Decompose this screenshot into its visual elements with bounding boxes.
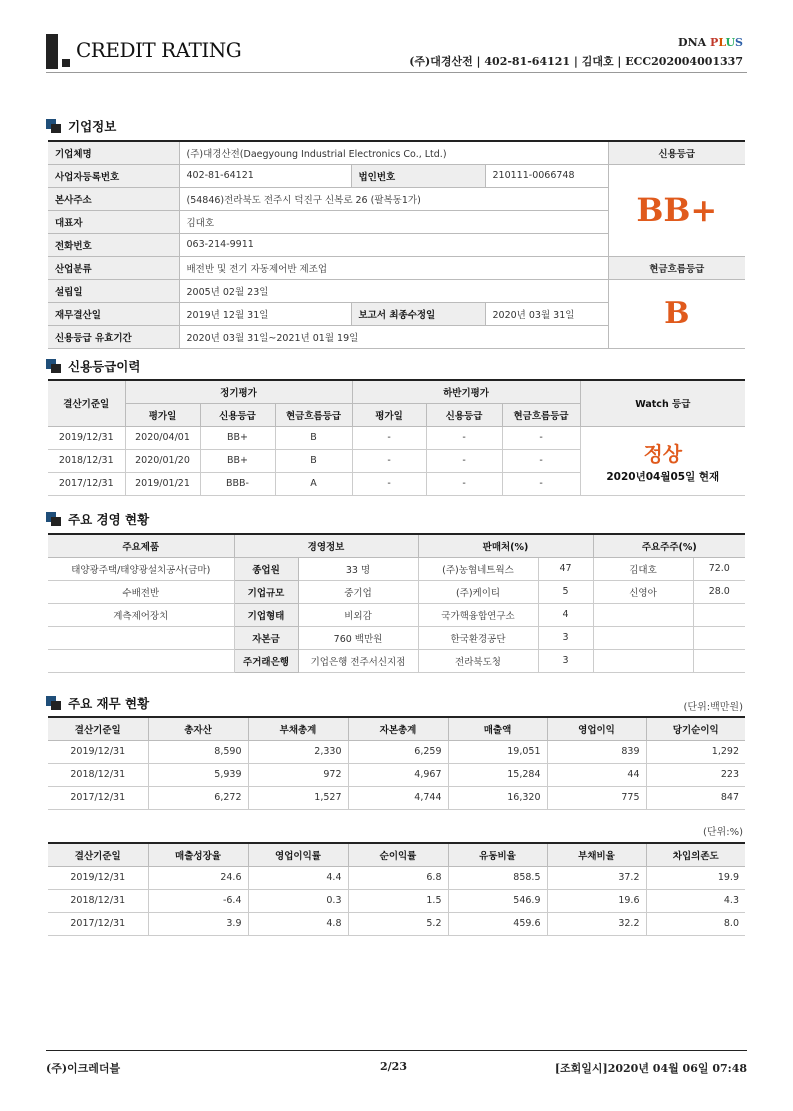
section-square-icon: [46, 512, 62, 526]
sales-name: (주)케이티: [418, 580, 538, 603]
table-row: [48, 889, 745, 912]
founded-label: 설립일: [48, 279, 179, 302]
ratio-cell: 459.6: [448, 912, 547, 935]
ratio-header: 부채비율: [547, 843, 646, 866]
ratio-header: 차입의존도: [646, 843, 745, 866]
product-cell: 수배전반: [48, 580, 234, 603]
phone-label: 전화번호: [48, 233, 179, 256]
history-cell: -: [426, 449, 502, 472]
page-number: 2/23: [380, 1060, 407, 1073]
holder-name: 신영아: [593, 580, 693, 603]
finance-cell: 839: [547, 740, 646, 763]
mgmt-col-info: 경영정보: [234, 534, 418, 557]
history-sub-header: 평가일: [125, 403, 200, 426]
mgmt-value: 760 백만원: [298, 626, 418, 649]
history-cell: 2019/12/31: [48, 426, 125, 449]
product-cell: 태양광주택/태양광설치공사(금마): [48, 557, 234, 580]
mgmt-label: 자본금: [234, 626, 298, 649]
history-cell: -: [502, 426, 580, 449]
ratio-unit: (단위:%): [703, 827, 743, 838]
holder-name: [593, 626, 693, 649]
finance-header: 총자산: [148, 717, 248, 740]
fiscal-label: 재무결산일: [48, 302, 179, 325]
holder-name: 김대호: [593, 557, 693, 580]
ratio-header: 유동비율: [448, 843, 547, 866]
finance-header: 매출액: [448, 717, 547, 740]
finance-cell: 8,590: [148, 740, 248, 763]
management-table: [48, 533, 745, 673]
cash-grade-label: 현금흐름등급: [608, 256, 745, 279]
finance-header: 영업이익: [547, 717, 646, 740]
finance-cell: 1,527: [248, 786, 348, 809]
mgmt-value: 중기업: [298, 580, 418, 603]
ratio-cell: 32.2: [547, 912, 646, 935]
ceo: 김대호: [179, 210, 608, 233]
history-cell: -: [352, 449, 426, 472]
footer-divider: [46, 1050, 747, 1051]
sales-name: (주)농협네트웍스: [418, 557, 538, 580]
product-cell: [48, 626, 234, 649]
history-cell: 2020/01/20: [125, 449, 200, 472]
ratio-header: 결산기준일: [48, 843, 148, 866]
history-cell: BB+: [200, 449, 275, 472]
ratio-cell: 19.6: [547, 889, 646, 912]
section-management-heading: 주요 경영 현황: [46, 511, 149, 527]
finance-header: 결산기준일: [48, 717, 148, 740]
history-col-regular: 정기평가: [125, 380, 352, 403]
history-sub-header: 신용등급: [426, 403, 502, 426]
mgmt-col-products: 주요제품: [48, 534, 234, 557]
holder-pct: [693, 649, 745, 672]
ratio-cell: 858.5: [448, 866, 547, 889]
finance-cell: 223: [646, 763, 745, 786]
mgmt-value: 기업은행 전주서신지점: [298, 649, 418, 672]
table-row: [48, 580, 745, 603]
corp-no: 210111-0066748: [485, 164, 608, 187]
page-title: CREDIT RATING: [76, 38, 242, 62]
holder-pct: [693, 603, 745, 626]
section-history-heading: 신용등급이력: [46, 358, 140, 374]
ratio-cell: 2018/12/31: [48, 889, 148, 912]
holder-name: [593, 649, 693, 672]
sales-name: 한국환경공단: [418, 626, 538, 649]
finance-cell: 775: [547, 786, 646, 809]
finance-cell: 19,051: [448, 740, 547, 763]
finance-header: 부채총계: [248, 717, 348, 740]
section-square-icon: [46, 119, 62, 133]
ratio-header: 매출성장율: [148, 843, 248, 866]
sales-pct: 4: [538, 603, 593, 626]
biz-no-label: 사업자등록번호: [48, 164, 179, 187]
ratio-cell: 546.9: [448, 889, 547, 912]
table-row: [48, 557, 745, 580]
watch-grade: [580, 426, 745, 495]
history-cell: -: [502, 472, 580, 495]
section-square-icon: [46, 359, 62, 373]
finance-cell: 5,939: [148, 763, 248, 786]
footer-company: (주)이크레더블: [46, 1062, 121, 1075]
ratio-cell: 4.8: [248, 912, 348, 935]
credit-grade-label: 신용등급: [608, 141, 745, 164]
table-row: [48, 866, 745, 889]
history-cell: 2018/12/31: [48, 449, 125, 472]
history-cell: BB+: [200, 426, 275, 449]
address: (54846)전라북도 전주시 덕진구 신복로 26 (팔복동1가): [179, 187, 608, 210]
report: 2020년 03월 31일: [485, 302, 608, 325]
history-cell: -: [352, 426, 426, 449]
history-sub-header: 신용등급: [200, 403, 275, 426]
founded: 2005년 02월 23일: [179, 279, 608, 302]
finance-cell: 2018/12/31: [48, 763, 148, 786]
holder-pct: 72.0: [693, 557, 745, 580]
history-sub-header: 현금흐름등급: [275, 403, 352, 426]
ratio-cell: 1.5: [348, 889, 448, 912]
product-cell: 계측제어장치: [48, 603, 234, 626]
history-col-base: 결산기준일: [48, 380, 125, 426]
ratio-cell: 3.9: [148, 912, 248, 935]
finance-header: 자본총계: [348, 717, 448, 740]
mgmt-label: 기업규모: [234, 580, 298, 603]
credit-history-table: [48, 379, 745, 496]
history-cell: -: [352, 472, 426, 495]
logo-bar: [46, 34, 58, 69]
biz-no: 402-81-64121: [179, 164, 351, 187]
history-cell: -: [426, 472, 502, 495]
history-col-watch: Watch 등급: [580, 380, 745, 426]
logo-dot: [62, 59, 70, 67]
mgmt-value: 비외감: [298, 603, 418, 626]
ratio-header: 영업이익률: [248, 843, 348, 866]
table-row: [48, 426, 745, 449]
history-sub-header: 현금흐름등급: [502, 403, 580, 426]
history-cell: 2020/04/01: [125, 426, 200, 449]
mgmt-col-sales: 판매처(%): [418, 534, 593, 557]
finance-cell: 1,292: [646, 740, 745, 763]
history-cell: 2017/12/31: [48, 472, 125, 495]
sales-pct: 47: [538, 557, 593, 580]
fiscal: 2019년 12월 31일: [179, 302, 351, 325]
ratio-table: [48, 842, 745, 936]
product-cell: [48, 649, 234, 672]
mgmt-label: 주거래은행: [234, 649, 298, 672]
company-info-table: [48, 140, 745, 349]
finance-cell: 6,272: [148, 786, 248, 809]
finance-unit: (단위:백만원): [683, 702, 743, 713]
industry-label: 산업분류: [48, 256, 179, 279]
finance-cell: 4,967: [348, 763, 448, 786]
ratio-cell: -6.4: [148, 889, 248, 912]
finance-cell: 2017/12/31: [48, 786, 148, 809]
section-company-heading: 기업정보: [46, 118, 116, 134]
ratio-cell: 4.3: [646, 889, 745, 912]
credit-grade: BB+: [608, 164, 745, 256]
company-name: (주)대경산전(Daegyoung Industrial Electronics Co., Ltd.): [179, 141, 608, 164]
table-row: [48, 626, 745, 649]
mgmt-label: 기업형태: [234, 603, 298, 626]
table-row: [48, 786, 745, 809]
table-row: [48, 912, 745, 935]
watch-date: 2020년04월05일 현재: [606, 470, 720, 483]
history-cell: -: [426, 426, 502, 449]
sales-pct: 3: [538, 649, 593, 672]
company-name-label: 기업체명: [48, 141, 179, 164]
history-col-half: 하반기평가: [352, 380, 580, 403]
history-cell: 2019/01/21: [125, 472, 200, 495]
ratio-cell: 37.2: [547, 866, 646, 889]
ratio-cell: 19.9: [646, 866, 745, 889]
finance-cell: 4,744: [348, 786, 448, 809]
phone: 063-214-9911: [179, 233, 608, 256]
ratio-cell: 5.2: [348, 912, 448, 935]
address-label: 본사주소: [48, 187, 179, 210]
ratio-cell: 4.4: [248, 866, 348, 889]
history-cell: B: [275, 449, 352, 472]
header-divider: [46, 72, 747, 73]
finance-cell: 16,320: [448, 786, 547, 809]
table-row: [48, 740, 745, 763]
finance-cell: 2,330: [248, 740, 348, 763]
holder-pct: [693, 626, 745, 649]
section-square-icon: [46, 696, 62, 710]
section-finance-heading: 주요 재무 현황: [46, 695, 149, 711]
table-row: [48, 603, 745, 626]
ratio-cell: 2017/12/31: [48, 912, 148, 935]
corp-no-label: 법인번호: [351, 164, 485, 187]
ratio-cell: 6.8: [348, 866, 448, 889]
sales-name: 국가핵융합연구소: [418, 603, 538, 626]
history-sub-header: 평가일: [352, 403, 426, 426]
finance-cell: 44: [547, 763, 646, 786]
brand-logo: DNA PLUS: [678, 36, 743, 49]
finance-cell: 2019/12/31: [48, 740, 148, 763]
mgmt-label: 종업원: [234, 557, 298, 580]
mgmt-col-holders: 주요주주(%): [593, 534, 745, 557]
finance-header: 당기순이익: [646, 717, 745, 740]
history-cell: A: [275, 472, 352, 495]
ratio-cell: 0.3: [248, 889, 348, 912]
holder-pct: 28.0: [693, 580, 745, 603]
table-row: [48, 763, 745, 786]
validity: 2020년 03월 31일~2021년 01월 19일: [179, 325, 608, 348]
validity-label: 신용등급 유효기간: [48, 325, 179, 348]
table-row: [48, 649, 745, 672]
sales-pct: 3: [538, 626, 593, 649]
finance-table: [48, 716, 745, 810]
ceo-label: 대표자: [48, 210, 179, 233]
industry: 배전반 및 전기 자동제어반 제조업: [179, 256, 608, 279]
finance-cell: 15,284: [448, 763, 547, 786]
cash-grade: B: [608, 279, 745, 348]
finance-cell: 6,259: [348, 740, 448, 763]
watch-status: 정상: [643, 441, 683, 466]
finance-cell: 847: [646, 786, 745, 809]
sales-name: 전라북도청: [418, 649, 538, 672]
ratio-cell: 2019/12/31: [48, 866, 148, 889]
finance-cell: 972: [248, 763, 348, 786]
history-cell: -: [502, 449, 580, 472]
history-cell: BBB-: [200, 472, 275, 495]
ratio-header: 순이익률: [348, 843, 448, 866]
mgmt-value: 33 명: [298, 557, 418, 580]
ratio-cell: 8.0: [646, 912, 745, 935]
sales-pct: 5: [538, 580, 593, 603]
report-label: 보고서 최종수정일: [351, 302, 485, 325]
holder-name: [593, 603, 693, 626]
ratio-cell: 24.6: [148, 866, 248, 889]
company-summary-line: (주)대경산전 | 402-81-64121 | 김대호 | ECC202004001337: [409, 55, 743, 68]
history-cell: B: [275, 426, 352, 449]
footer-timestamp: [조회일시]2020년 04월 06일 07:48: [554, 1062, 747, 1075]
